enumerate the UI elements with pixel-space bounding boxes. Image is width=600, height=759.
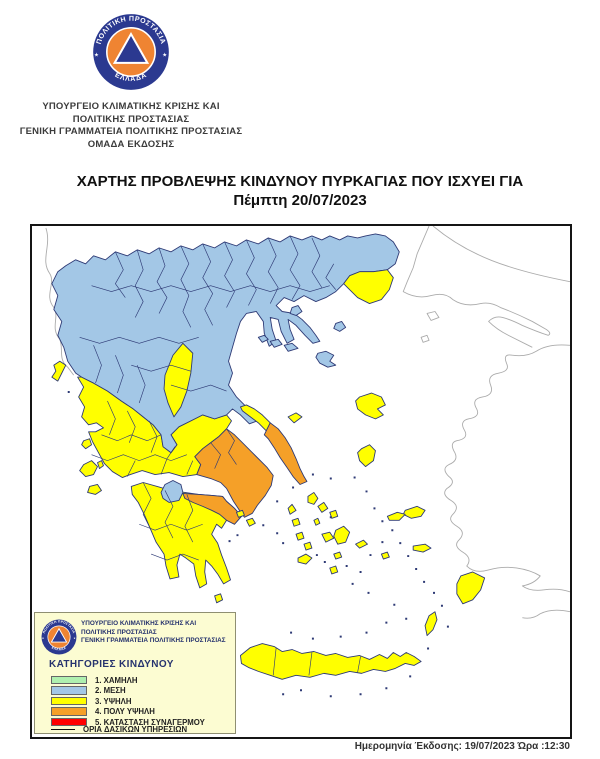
island-rhodes [457,572,485,604]
island-thasos [290,306,302,316]
map-title-line1: ΧΑΡΤΗΣ ΠΡΟΒΛΕΨΗΣ ΚΙΝΔΥΝΟΥ ΠΥΡΚΑΓΙΑΣ ΠΟΥ ΙΣΧΥΕΙ ΓΙΑ [76,173,524,190]
legend-agency-text [81,620,235,646]
island-samos [403,506,425,518]
island-chios [358,445,376,467]
island-karpathos [425,612,437,636]
legend-item-label: 1. ΧΑΜΗΛΗ [95,675,138,685]
boundary-line-symbol [51,729,75,730]
island-astypalea [381,552,389,559]
island-kythira [215,594,223,603]
legend-item-label: 5. ΚΑΤΑΣΤΑΣΗ ΣΥΝΑΓΕΡΜΟΥ [95,717,205,727]
turkey-blacksea-coast [433,226,570,282]
island-kefalonia [80,461,98,477]
island-serifos [296,532,304,540]
legend-logo [41,619,77,655]
island-lesvos [356,393,386,419]
island-limnos [316,351,336,367]
legend-item [51,707,235,717]
island-sporades-3 [284,343,298,351]
island-sporades-2 [270,339,282,347]
legend-heading: ΚΑΤΗΓΟΡΙΕΣ ΚΙΝΔΥΝΟΥ [49,659,174,670]
legend-item [51,686,235,696]
island-paros [322,532,334,542]
turkey-thrace-coast [403,226,550,347]
island-tinos [318,502,328,512]
ministry-line: ΟΜΑΔΑ ΕΚΔΟΣΗΣ [87,138,175,150]
legend-item-label: 2. ΜΕΣΗ [95,686,126,695]
ministry-line: ΥΠΟΥΡΓΕΙΟ ΚΛΙΜΑΤΙΚΗΣ ΚΡΙΣΗΣ ΚΑΙ [42,101,220,112]
island-amorgos [356,540,368,548]
anatolia-sw-coast [522,610,570,618]
island-ikaria [387,512,405,520]
island-sifnos [304,542,312,550]
island-syros [314,518,320,525]
legend-color-swatch [51,697,87,706]
island-ithaca [98,461,104,469]
island-crete [240,644,421,680]
region-kalavryta [161,481,183,503]
civil-protection-logo [92,11,170,93]
legend-color-swatch [51,707,87,716]
legend-agency-line: ΥΠΟΥΡΓΕΙΟ ΚΛΙΜΑΤΙΚΗΣ ΚΡΙΣΗΣ ΚΑΙ [81,620,197,627]
island-lefkada [82,439,92,449]
legend-color-swatch [51,686,87,695]
island-samothrace [334,321,346,331]
ministry-line: ΓΕΝΙΚΗ ΓΡΑΜΜΑΤΕΙΑ ΠΟΛΙΤΙΚΗΣ ΠΡΟΣΤΑΣΙΑΣ [19,126,243,137]
legend-items [51,675,235,728]
ministry-heading [12,101,250,151]
legend-item-label: 4. ΠΟΛΥ ΥΨΗΛΗ [95,707,155,716]
island-kythnos [292,518,300,526]
legend-color-swatch [51,676,87,685]
island-skyros [288,413,302,423]
legend-boundary-label: ΟΡΙΑ ΔΑΣΙΚΩΝ ΥΠΗΡΕΣΙΩΝ [83,725,188,734]
issue-date-text: Ημερομηνία Έκδοσης: 19/07/2023 Ώρα :12:30 [354,741,570,752]
map-title [0,172,600,210]
island-zakynthos [88,484,102,494]
legend-item-label: 3. ΥΨΗΛΗ [95,696,132,706]
legend-boundary-item [51,725,187,734]
island-andros [308,492,318,504]
island-naxos [334,526,350,544]
island-corfu [52,361,66,381]
legend-item [51,675,235,685]
legend-agency-line: ΓΕΝΙΚΗ ΓΡΑΜΜΑΤΕΙΑ ΠΟΛΙΤΙΚΗΣ ΠΡΟΣΤΑΣΙΑΣ [81,637,226,645]
island-ios [334,552,342,559]
map-title-line2: Πέμπτη 20/07/2023 [233,192,367,209]
ministry-line: ΠΟΛΙΤΙΚΗΣ ΠΡΟΣΤΑΣΙΑΣ [72,113,190,125]
legend-item [51,696,235,706]
island-santorini [330,566,338,574]
legend-agency-line: ΠΟΛΙΤΙΚΗΣ ΠΡΟΣΤΑΣΙΑΣ [81,628,157,636]
island-kos [413,544,431,552]
legend-box [34,612,236,734]
island-kea [288,504,296,514]
anatolia-west-coast [445,345,570,592]
island-aegina [246,518,255,526]
region-evros [344,270,394,304]
fire-risk-map [30,224,572,739]
island-milos [298,554,312,564]
tenedos-island-outline [421,335,429,342]
imbros-island-outline [427,311,439,320]
